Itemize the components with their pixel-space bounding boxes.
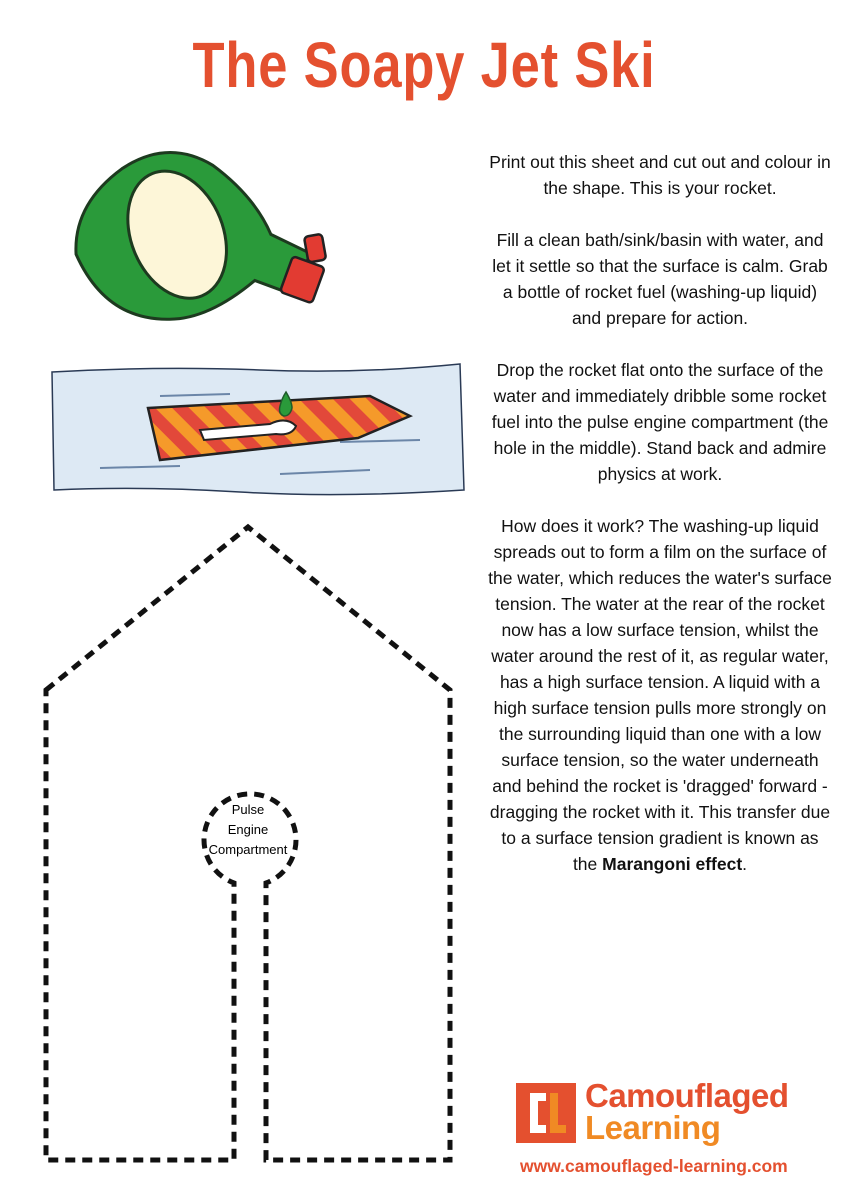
pulse-label-line2: Engine (227, 822, 269, 837)
page-title: The Soapy Jet Ski (192, 29, 656, 101)
pulse-label-line3: Compartment (208, 842, 288, 857)
camouflaged-learning-logo-icon (516, 1083, 576, 1143)
instructions-column (488, 149, 832, 903)
pulse-label-line1: Pulse (231, 802, 265, 817)
brand-url: www.camouflaged-learning.com (520, 1156, 788, 1176)
brand-name-line1: Camouflaged (585, 1077, 789, 1114)
bottle-cap-flip (304, 234, 326, 263)
brand-logo (516, 1077, 826, 1183)
rocket-cutout-template (30, 515, 470, 1175)
explanation-text: How does it work? The washing-up liquid spreads out to form a film on the surface of the water, which reduces the water's surface tension. The water at the rear of the rocket now has a low surface tension, whilst the water around the rest of it, as regular water, has a high surface tension. A liquid with a high surface tension pulls more strongly on the surrounding liquid than one with a low surface tension, so the water underneath and behind the rocket is 'dragged' forward - dragging the rocket with it. This transfer due to a surface tension gradient is known as the (488, 516, 832, 874)
explanation-paragraph (488, 513, 832, 877)
instruction-paragraph: Drop the rocket flat onto the surface of the water and immediately dribble some rocket fuel into the pulse engine compartment (the hole in the middle). Stand back and admire physics at work. (491, 360, 829, 484)
marangoni-effect: Marangoni effect (602, 854, 743, 874)
instruction-paragraph: Fill a clean bath/sink/basin with water, and let it settle so that the surface is calm. Grab a bottle of rocket fuel (washing-up liquid) and prepare for action. (492, 230, 828, 328)
brand-name-line2: Learning (585, 1109, 721, 1146)
final-period: . (742, 854, 748, 874)
jet-ski-illustration (40, 140, 470, 500)
instruction-paragraph: Print out this sheet and cut out and colour in the shape. This is your rocket. (489, 152, 831, 198)
